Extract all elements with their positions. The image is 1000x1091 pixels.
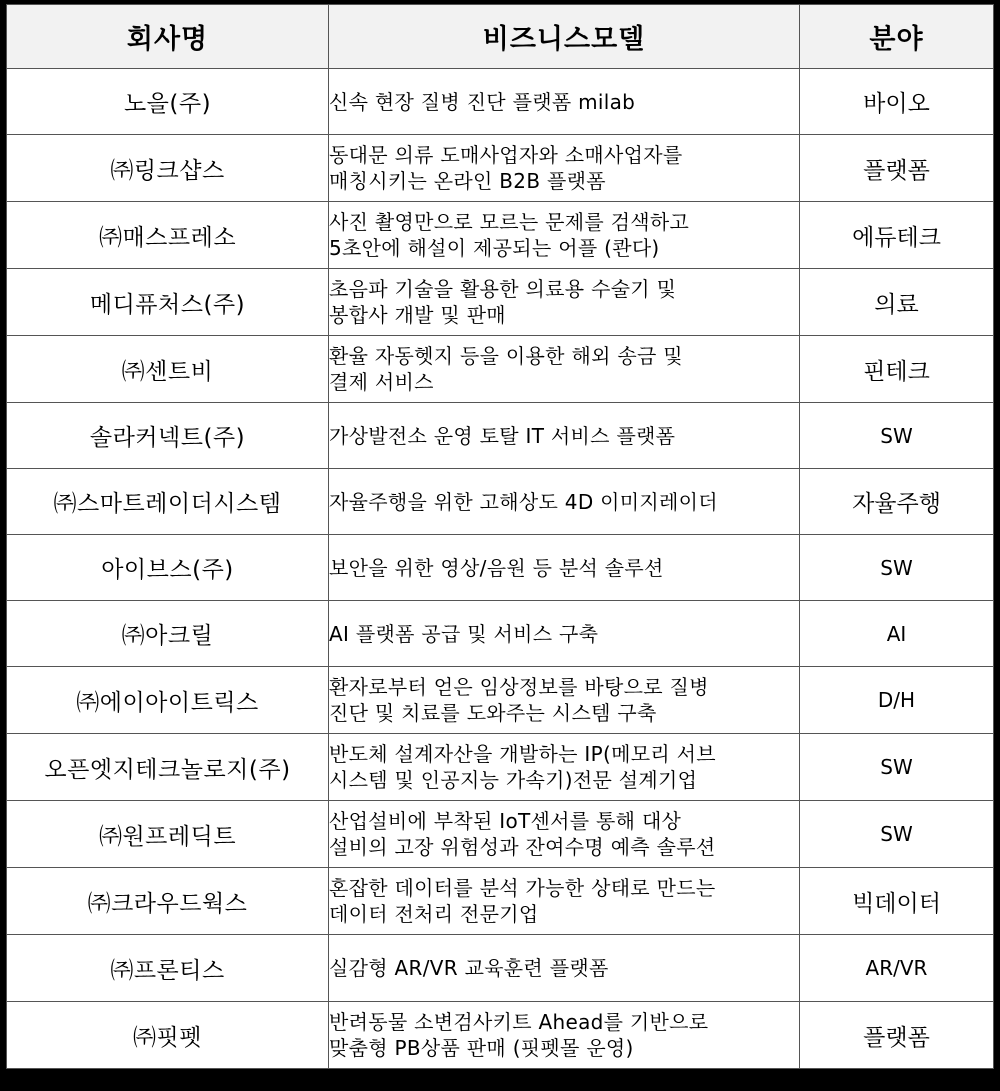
field-cell: 에듀테크	[800, 202, 994, 269]
field-cell: 플랫폼	[800, 135, 994, 202]
field-cell: SW	[800, 801, 994, 868]
field-cell: 자율주행	[800, 469, 994, 535]
table-header	[7, 5, 994, 69]
company-name-cell: ㈜에이아이트릭스	[7, 667, 329, 734]
business-model-cell: 보안을 위한 영상/음원 등 분석 솔루션	[329, 535, 800, 601]
field-cell: 플랫폼	[800, 1002, 994, 1069]
company-table	[6, 4, 994, 1069]
business-model-cell: 가상발전소 운영 토탈 IT 서비스 플랫폼	[329, 403, 800, 469]
header-row	[7, 5, 994, 69]
company-name-cell: ㈜원프레딕트	[7, 801, 329, 868]
header-business-model: 비즈니스모델	[329, 5, 800, 69]
company-name-cell: ㈜크라우드웍스	[7, 868, 329, 935]
business-model-cell: 환자로부터 얻은 임상정보를 바탕으로 질병 진단 및 치료를 도와주는 시스템 구축	[329, 667, 800, 734]
company-name-cell: ㈜매스프레소	[7, 202, 329, 269]
business-model-cell: 동대문 의류 도매사업자와 소매사업자를 매칭시키는 온라인 B2B 플랫폼	[329, 135, 800, 202]
field-cell: 바이오	[800, 69, 994, 135]
business-model-cell: 환율 자동헷지 등을 이용한 해외 송금 및 결제 서비스	[329, 336, 800, 403]
table-row	[7, 535, 994, 601]
field-cell: 핀테크	[800, 336, 994, 403]
company-name-cell: ㈜핏펫	[7, 1002, 329, 1069]
business-model-cell: AI 플랫폼 공급 및 서비스 구축	[329, 601, 800, 667]
field-cell: AR/VR	[800, 935, 994, 1002]
business-model-cell: 혼잡한 데이터를 분석 가능한 상태로 만드는 데이터 전처리 전문기업	[329, 868, 800, 935]
table-body	[7, 69, 994, 1069]
table-row	[7, 469, 994, 535]
business-model-cell: 반도체 설계자산을 개발하는 IP(메모리 서브 시스템 및 인공지능 가속기)전문 설계기업	[329, 734, 800, 801]
company-name-cell: 오픈엣지테크놀로지(주)	[7, 734, 329, 801]
table-row	[7, 269, 994, 336]
field-cell: 의료	[800, 269, 994, 336]
business-model-cell: 산업설비에 부착된 IoT센서를 통해 대상 설비의 고장 위험성과 잔여수명 예측 솔루션	[329, 801, 800, 868]
company-name-cell: ㈜프론티스	[7, 935, 329, 1002]
field-cell: SW	[800, 734, 994, 801]
company-name-cell: 솔라커넥트(주)	[7, 403, 329, 469]
company-name-cell: ㈜링크샵스	[7, 135, 329, 202]
table-row	[7, 801, 994, 868]
field-cell: D/H	[800, 667, 994, 734]
business-model-cell: 초음파 기술을 활용한 의료용 수술기 및 봉합사 개발 및 판매	[329, 269, 800, 336]
table-row	[7, 403, 994, 469]
field-cell: SW	[800, 403, 994, 469]
table-row	[7, 336, 994, 403]
company-name-cell: ㈜아크릴	[7, 601, 329, 667]
company-name-cell: 아이브스(주)	[7, 535, 329, 601]
business-model-cell: 실감형 AR/VR 교육훈련 플랫폼	[329, 935, 800, 1002]
table-row	[7, 202, 994, 269]
table-row	[7, 734, 994, 801]
company-name-cell: ㈜스마트레이더시스템	[7, 469, 329, 535]
field-cell: AI	[800, 601, 994, 667]
table-row	[7, 135, 994, 202]
table-row	[7, 868, 994, 935]
header-company: 회사명	[7, 5, 329, 69]
business-model-cell: 자율주행을 위한 고해상도 4D 이미지레이더	[329, 469, 800, 535]
table-row	[7, 935, 994, 1002]
table-row	[7, 69, 994, 135]
table-row	[7, 667, 994, 734]
company-name-cell: 노을(주)	[7, 69, 329, 135]
field-cell: SW	[800, 535, 994, 601]
business-model-cell: 반려동물 소변검사키트 Ahead를 기반으로 맞춤형 PB상품 판매 (핏펫몰 운영)	[329, 1002, 800, 1069]
company-name-cell: ㈜센트비	[7, 336, 329, 403]
business-model-cell: 신속 현장 질병 진단 플랫폼 milab	[329, 69, 800, 135]
table-row	[7, 1002, 994, 1069]
business-model-cell: 사진 촬영만으로 모르는 문제를 검색하고 5초안에 해설이 제공되는 어플 (콴다)	[329, 202, 800, 269]
table-row	[7, 601, 994, 667]
header-field: 분야	[800, 5, 994, 69]
field-cell: 빅데이터	[800, 868, 994, 935]
company-name-cell: 메디퓨처스(주)	[7, 269, 329, 336]
